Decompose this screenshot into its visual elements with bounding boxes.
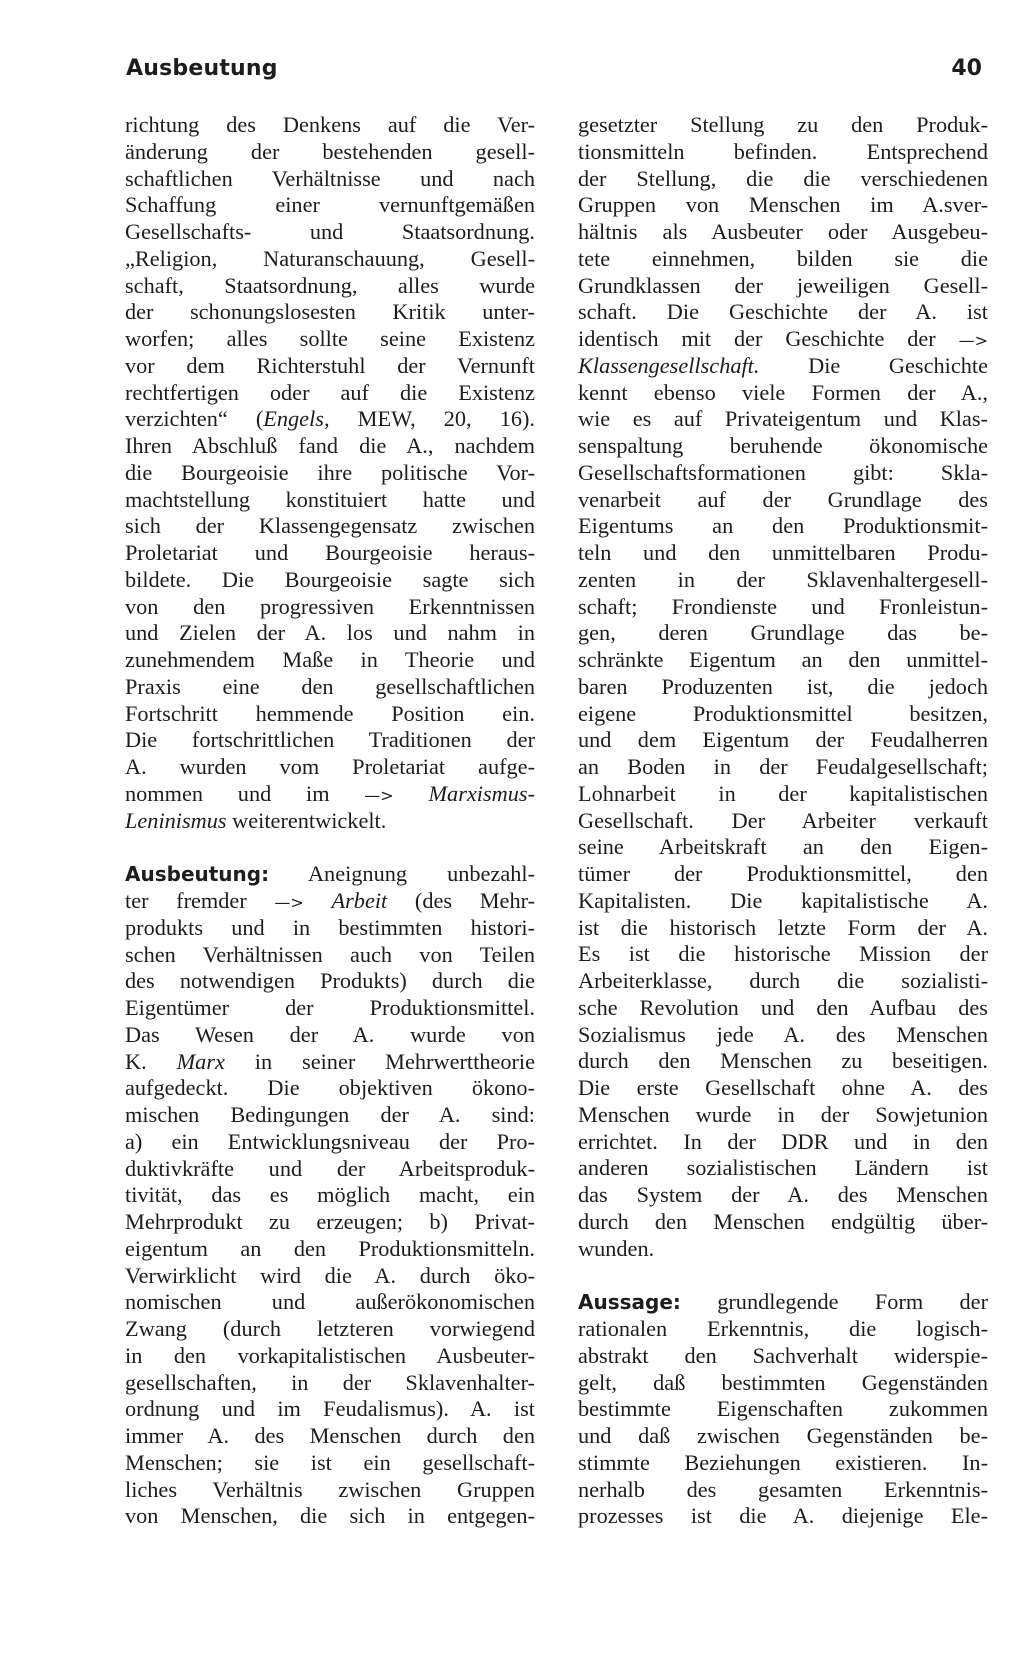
- running-head-title: Ausbeutung: [126, 56, 278, 81]
- text-line: Klassengesellschaft. Die Geschichte: [578, 352, 988, 378]
- text-line-marx: K. Marx in seiner Mehrwerttheorie: [125, 1048, 535, 1074]
- text-line: liches Verhältnis zwischen Gruppen: [125, 1476, 535, 1502]
- text-line-engels: verzichten“ (Engels, MEW, 20, 16).: [125, 406, 535, 432]
- text-line: tionsmitteln befinden. Entsprechend: [578, 138, 988, 164]
- text-line: abstrakt den Sachverhalt widerspie-: [578, 1342, 988, 1368]
- cross-reference-arbeit[interactable]: Arbeit: [331, 888, 388, 913]
- text-line: vor dem Richterstuhl der Vernunft: [125, 352, 535, 378]
- text-line: Kapitalisten. Die kapitalistische A.: [578, 887, 988, 913]
- text-line: hältnis als Ausbeuter oder Ausgebeu-: [578, 219, 988, 244]
- text-line: bestimmte Eigenschaften zukommen: [578, 1396, 988, 1422]
- text-line: Eigentümer der Produktionsmittel.: [125, 995, 535, 1020]
- text-line: Proletariat und Bourgeoisie heraus-: [125, 540, 535, 565]
- text-line: seine Arbeitskraft an den Eigen-: [578, 834, 988, 860]
- text-line: in den vorkapitalistischen Ausbeuter-: [125, 1342, 535, 1368]
- text-line: und Zielen der A. los und nahm in: [125, 620, 535, 646]
- text-line: Gesellschaft. Der Arbeiter verkauft: [578, 807, 988, 833]
- text-line: tivität, das es möglich macht, ein: [125, 1182, 535, 1208]
- text-line: die Bourgeoisie ihre politische Vor-: [125, 459, 535, 485]
- text-line: des notwendigen Produkts) durch die: [125, 968, 535, 994]
- text-line: der Stellung, die die verschiedenen: [578, 165, 988, 191]
- entry-ausbeutung-first-line: Ausbeutung: Aneignung unbezahl-: [125, 861, 535, 887]
- text-line: prozesses ist die A. diejenige Ele-: [578, 1503, 988, 1529]
- text-line: gesetzter Stellung zu den Produk-: [578, 112, 988, 137]
- text-line-arbeit: ter fremder —> Arbeit (des Mehr-: [125, 888, 535, 913]
- text-line: produkts und in bestimmten histori-: [125, 914, 535, 940]
- text-line: sich der Klassengegensatz zwischen: [125, 513, 535, 539]
- text-line: rationalen Erkenntnis, die logisch-: [578, 1316, 988, 1341]
- text-line: ordnung und im Feudalismus). A. ist: [125, 1396, 535, 1422]
- text-line: von den progressiven Erkenntnissen: [125, 593, 535, 619]
- text-line: sche Revolution und den Aufbau des: [578, 994, 988, 1020]
- text-line: Gesellschaftsformationen gibt: Skla-: [578, 459, 988, 485]
- text-line: der schonungslosesten Kritik unter-: [125, 299, 535, 325]
- text-line: schaft. Die Geschichte der A. ist: [578, 299, 988, 325]
- text-line: Ihren Abschluß fand die A., nachdem: [125, 433, 535, 458]
- text-line: machtstellung konstituiert hatte und: [125, 486, 535, 512]
- text-line: Menschen wurde in der Sowjetunion: [578, 1101, 988, 1127]
- entry-keyword-aussage: Aussage:: [578, 1290, 681, 1315]
- text-line: teln und den unmittelbaren Produ-: [578, 540, 988, 565]
- text-line: „Religion, Naturanschauung, Gesell-: [125, 245, 535, 271]
- text-line: immer A. des Menschen durch den: [125, 1423, 535, 1448]
- entry-aussage-first-line: Aussage: grundlegende Form der: [578, 1289, 988, 1315]
- text-line: kennt ebenso viele Formen der A.,: [578, 379, 988, 405]
- cross-reference-arrow-icon: —>: [364, 785, 394, 805]
- text-line: A. wurden vom Proletariat aufge-: [125, 754, 535, 779]
- text-line: Grundklassen der jeweiligen Gesell-: [578, 272, 988, 298]
- text-line: schaftlichen Verhältnisse und nach: [125, 165, 535, 191]
- text-line: Praxis eine den gesellschaftlichen: [125, 673, 535, 699]
- text-line: Eigentums an den Produktionsmit-: [578, 513, 988, 539]
- text-line: Es ist die historische Mission der: [578, 941, 988, 967]
- text-line: zenten in der Sklavenhaltergesell-: [578, 566, 988, 592]
- cross-reference-klassengesellschaft[interactable]: Klassengesellschaft.: [578, 352, 760, 378]
- text-line: nerhalb des gesamten Erkenntnis-: [578, 1476, 988, 1502]
- text-line: mischen Bedingungen der A. sind:: [125, 1102, 535, 1127]
- text-line: von Menschen, die sich in entgegen-: [125, 1503, 535, 1529]
- cross-reference-marxismus[interactable]: Marxismus-: [428, 780, 535, 806]
- text-line: Verwirklicht wird die A. durch öko-: [125, 1262, 535, 1288]
- text-line: Sozialismus jede A. des Menschen: [578, 1021, 988, 1047]
- text-line: Fortschritt hemmende Position ein.: [125, 700, 535, 726]
- text-line: baren Produzenten ist, die jedoch: [578, 673, 988, 699]
- text-line: änderung der bestehenden gesell-: [125, 138, 535, 164]
- running-header: [126, 56, 982, 96]
- text-line: worfen; alles sollte seine Existenz: [125, 326, 535, 351]
- text-line: eigentum an den Produktionsmitteln.: [125, 1235, 535, 1261]
- text-line: venarbeit auf der Grundlage des: [578, 486, 988, 512]
- text-line: bildete. Die Bourgeoisie sagte sich: [125, 566, 535, 592]
- text-line: senspaltung beruhende ökonomische: [578, 433, 988, 458]
- text-line: schränkte Eigentum an den unmittel-: [578, 647, 988, 672]
- text-line: Leninismus weiterentwickelt.: [125, 807, 387, 833]
- text-line: nomischen und außerökonomischen: [125, 1289, 535, 1315]
- page-number: 40: [951, 56, 982, 81]
- text-line: an Boden in der Feudalgesellschaft;: [578, 754, 988, 779]
- text-line: Lohnarbeit in der kapitalistischen: [578, 780, 988, 806]
- text-line: tete einnehmen, bilden sie die: [578, 245, 988, 271]
- text-line-klassengesellschaft-ref: identisch mit der Geschichte der —>: [578, 326, 988, 351]
- text-line: Menschen; sie ist ein gesellschaft-: [125, 1449, 535, 1475]
- entry-keyword-ausbeutung: Ausbeutung:: [125, 862, 270, 887]
- text-line: schen Verhältnissen auch von Teilen: [125, 941, 535, 967]
- text-line: Schaffung einer vernunftgemäßen: [125, 192, 535, 218]
- text-line: Gesellschafts- und Staatsordnung.: [125, 219, 535, 244]
- left-column: [125, 112, 535, 1530]
- cross-reference-arrow-icon: —>: [274, 893, 304, 912]
- text-line: gesellschaften, in der Sklavenhalter-: [125, 1369, 535, 1395]
- right-column: [578, 112, 988, 1530]
- text-line: Mehrprodukt zu erzeugen; b) Privat-: [125, 1209, 535, 1234]
- cross-reference-arrow-icon: —>: [958, 331, 988, 350]
- text-line: gen, deren Grundlage das be-: [578, 620, 988, 646]
- text-line: errichtet. In der DDR und in den: [578, 1128, 988, 1154]
- text-line: stimmte Beziehungen existieren. In-: [578, 1449, 988, 1475]
- text-line: Gruppen von Menschen im A.sver-: [578, 192, 988, 218]
- author-engels: Engels,: [263, 406, 330, 432]
- text-line: duktivkräfte und der Arbeitsproduk-: [125, 1155, 535, 1181]
- text-line: Das Wesen der A. wurde von: [125, 1021, 535, 1047]
- text-line: Die erste Gesellschaft ohne A. des: [578, 1075, 988, 1100]
- text-line: zunehmendem Maße in Theorie und: [125, 647, 535, 672]
- text-line: durch den Menschen endgültig über-: [578, 1208, 988, 1234]
- text-line: das System der A. des Menschen: [578, 1182, 988, 1207]
- text-line: schaft, Staatsordnung, alles wurde: [125, 272, 535, 298]
- text-line: Arbeiterklasse, durch die sozialisti-: [578, 968, 988, 993]
- text-line: tümer der Produktionsmittel, den: [578, 861, 988, 886]
- text-line: durch den Menschen zu beseitigen.: [578, 1048, 988, 1074]
- text-line: gelt, daß bestimmten Gegenständen: [578, 1369, 988, 1395]
- text-line: a) ein Entwicklungsniveau der Pro-: [125, 1128, 535, 1154]
- text-line: wunden.: [578, 1235, 655, 1261]
- text-line: schaft; Frondienste und Fronleistun-: [578, 593, 988, 619]
- text-line: wie es auf Privateigentum und Klas-: [578, 406, 988, 432]
- text-line: eigene Produktionsmittel besitzen,: [578, 700, 988, 726]
- text-line: und daß zwischen Gegenständen be-: [578, 1423, 988, 1448]
- text-line: Die fortschrittlichen Traditionen der: [125, 727, 535, 753]
- text-line: Zwang (durch letzteren vorwiegend: [125, 1316, 535, 1341]
- text-line: anderen sozialistischen Ländern ist: [578, 1155, 988, 1181]
- text-line: richtung des Denkens auf die Ver-: [125, 112, 535, 137]
- author-marx: Marx: [176, 1048, 225, 1074]
- text-line: aufgedeckt. Die objektiven ökono-: [125, 1075, 535, 1101]
- text-line: rechtfertigen oder auf die Existenz: [125, 379, 535, 405]
- text-line-marxismus: nommen und im —> Marxismus-: [125, 780, 535, 806]
- text-line: ist die historisch letzte Form der A.: [578, 914, 988, 940]
- text-line: und dem Eigentum der Feudalherren: [578, 727, 988, 753]
